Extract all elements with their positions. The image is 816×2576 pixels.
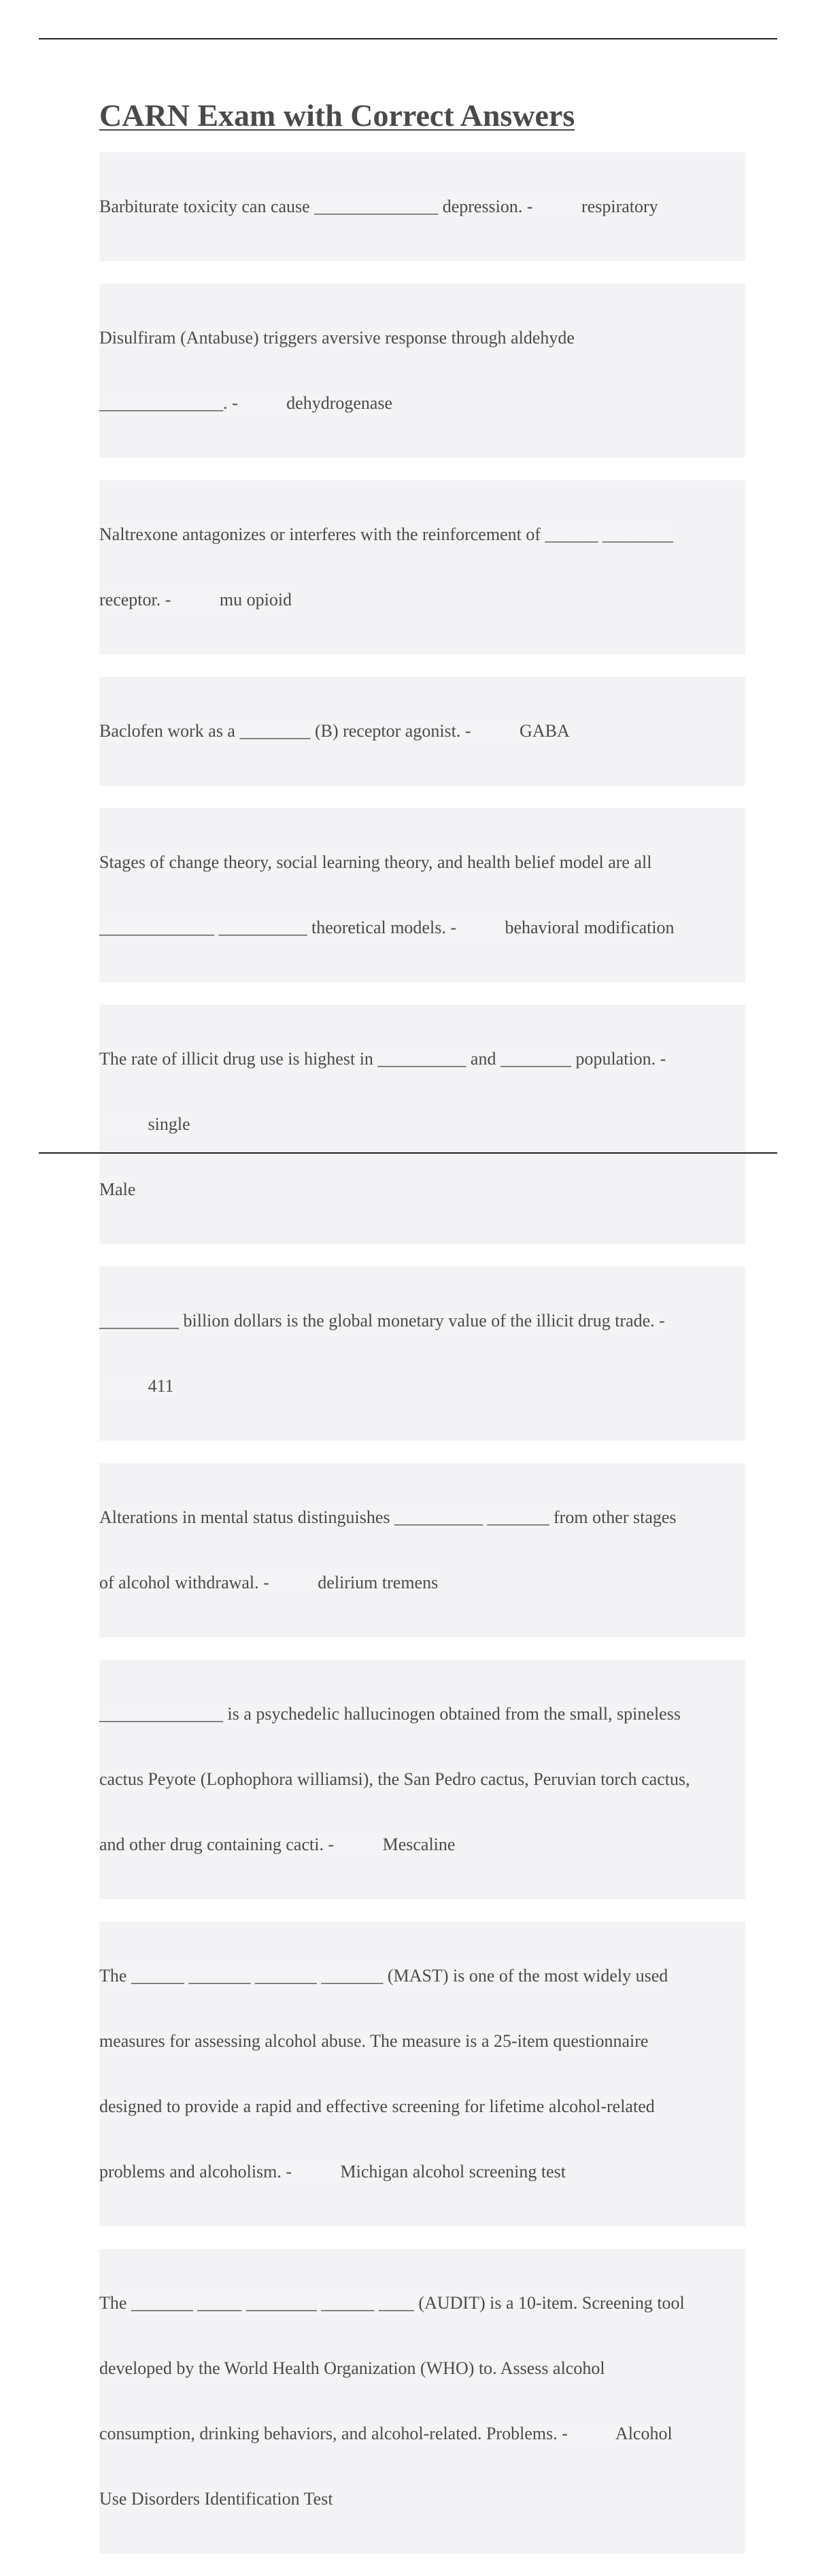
question-item	[99, 1922, 745, 2226]
question-item	[99, 1463, 745, 1637]
question-line: 411	[99, 1376, 174, 1396]
top-rule	[39, 38, 777, 39]
question-line: cactus Peyote (Lophophora williamsi), the San Pedro cactus, Peruvian torch cactus,	[99, 1769, 690, 1789]
question-line: The ______ _______ _______ _______ (MAST) is one of the most widely used	[99, 1966, 668, 1986]
question-line: Male	[99, 1180, 136, 1199]
question-item	[99, 480, 745, 654]
question-line: and other drug containing cacti. - Mescaline	[99, 1835, 456, 1854]
question-item	[99, 284, 745, 458]
question-line: measures for assessing alcohol abuse. The measure is a 25-item questionnaire	[99, 2031, 649, 2051]
question-line: The _______ _____ ________ ______ ____ (AUDIT) is a 10-item. Screening tool	[99, 2293, 685, 2313]
question-item	[99, 2249, 745, 2554]
question-line: designed to provide a rapid and effective screening for lifetime alcohol-related	[99, 2096, 655, 2116]
question-line: receptor. - mu opioid	[99, 590, 292, 609]
question-line: of alcohol withdrawal. - delirium tremens	[99, 1573, 439, 1592]
question-line: _________ billion dollars is the global monetary value of the illicit drug trade. -	[99, 1311, 665, 1331]
document-body	[99, 95, 745, 2576]
question-item	[99, 152, 745, 261]
question-item	[99, 808, 745, 982]
bottom-rule	[39, 1152, 777, 1154]
question-item	[99, 1660, 745, 1899]
question-line: Use Disorders Identification Test	[99, 2489, 333, 2509]
question-line: _____________ __________ theoretical models. - behavioral modification	[99, 918, 675, 937]
question-line: Baclofen work as a ________ (B) receptor agonist. - GABA	[99, 721, 570, 741]
question-line: The rate of illicit drug use is highest in __________ and ________ population. -	[99, 1049, 666, 1069]
question-line: single	[99, 1114, 190, 1134]
question-line: Disulfiram (Antabuse) triggers aversive response through aldehyde	[99, 328, 575, 348]
question-line: ______________ is a psychedelic hallucinogen obtained from the small, spineless	[99, 1704, 681, 1724]
question-line: Naltrexone antagonizes or interferes with the reinforcement of ______ ________	[99, 524, 673, 544]
question-line: developed by the World Health Organization (WHO) to. Assess alcohol	[99, 2358, 605, 2378]
question-item	[99, 677, 745, 786]
question-item	[99, 1267, 745, 1441]
question-item	[99, 1005, 745, 1244]
question-line: consumption, drinking behaviors, and alcohol-related. Problems. - Alcohol	[99, 2424, 673, 2443]
question-line: Barbiturate toxicity can cause ______________ depression. - respiratory	[99, 197, 658, 216]
page-title: CARN Exam with Correct Answers	[99, 98, 575, 133]
question-line: Stages of change theory, social learning theory, and health belief model are all	[99, 852, 652, 872]
question-line: Alterations in mental status distinguishes __________ _______ from other stages	[99, 1507, 677, 1527]
question-line: problems and alcoholism. - Michigan alcohol screening test	[99, 2162, 566, 2181]
question-line: ______________. - dehydrogenase	[99, 393, 393, 413]
